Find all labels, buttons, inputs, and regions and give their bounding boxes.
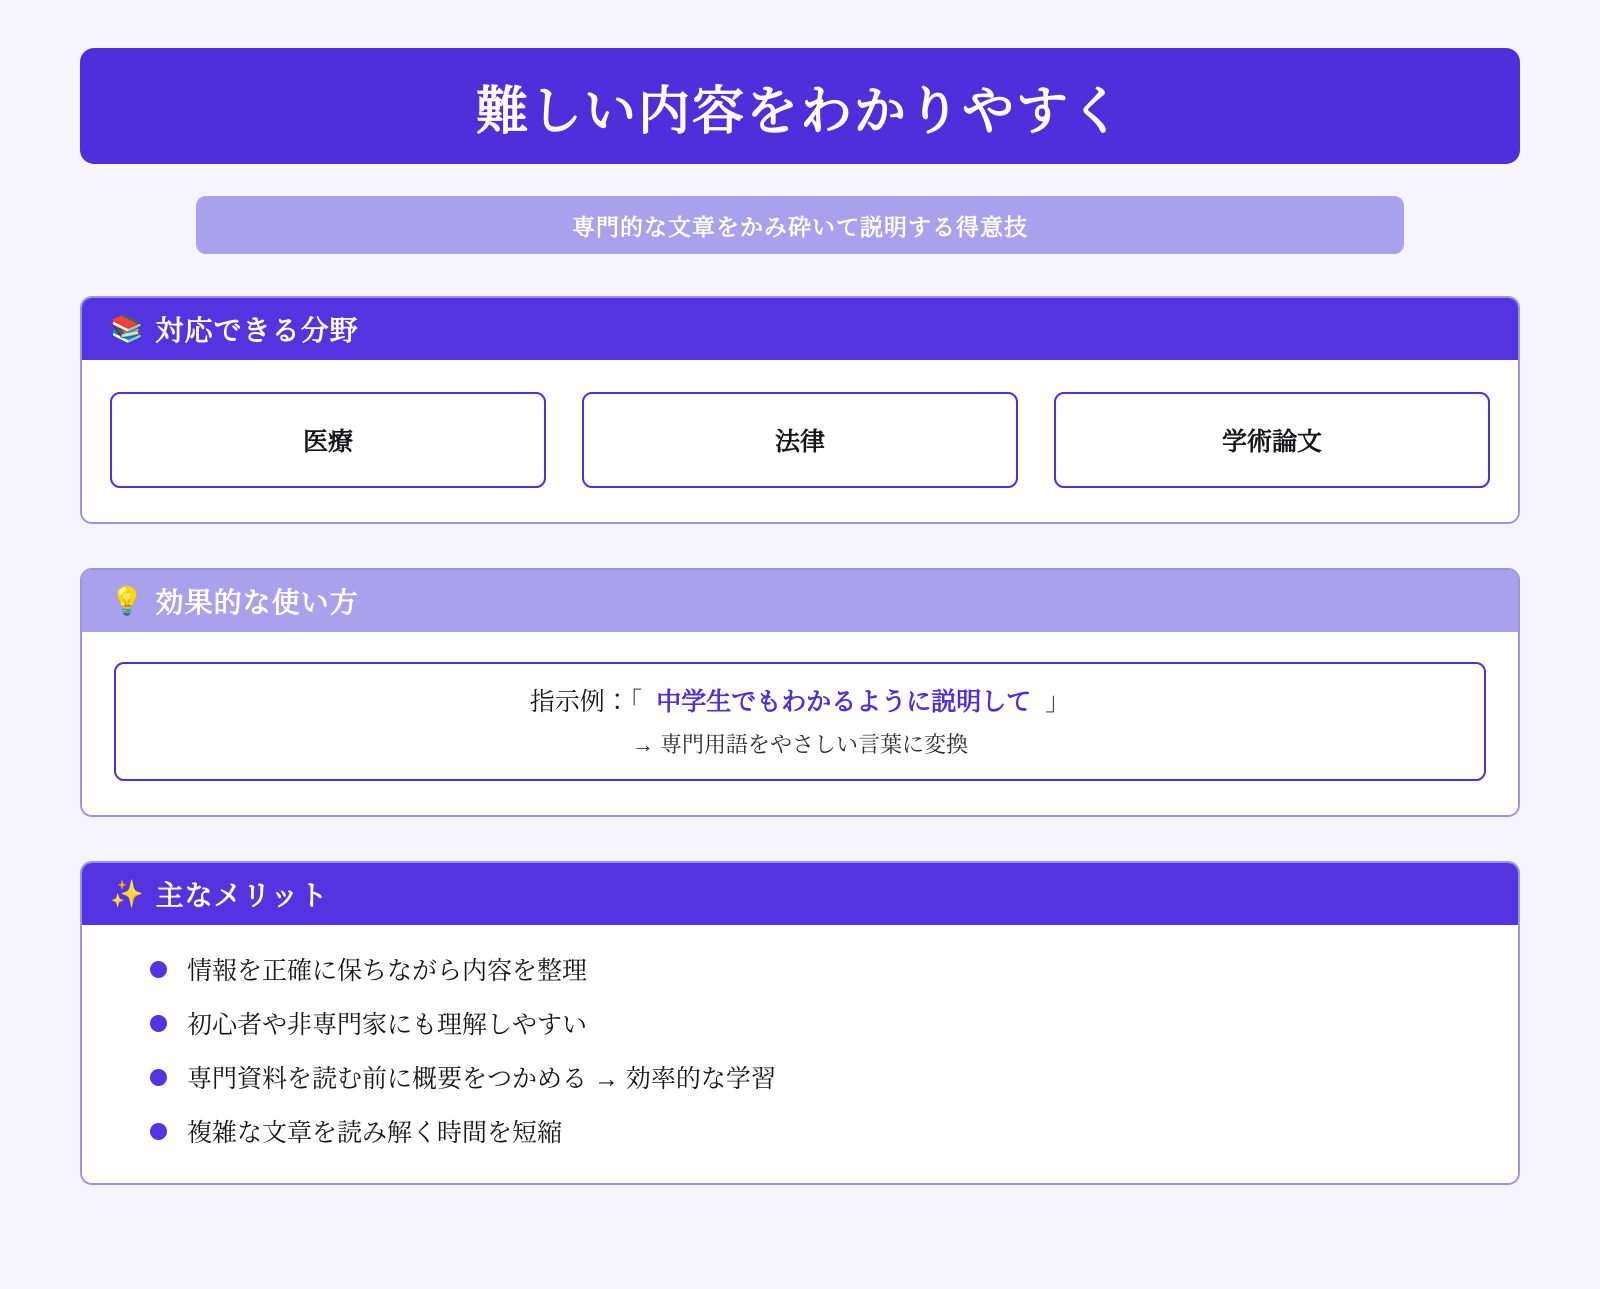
usage-example-prefix: 指示例：「 bbox=[529, 688, 643, 716]
list-item bbox=[122, 1005, 1490, 1041]
subtitle-row bbox=[80, 196, 1520, 254]
field-box-legal[interactable] bbox=[582, 392, 1018, 488]
usage-example-line bbox=[136, 682, 1464, 718]
usage-example-box bbox=[114, 662, 1486, 781]
books-icon: 📚 bbox=[110, 313, 144, 344]
section-merits-title: 主なメリット bbox=[155, 880, 329, 911]
list-item bbox=[122, 1113, 1490, 1149]
usage-example-suffix: 」 bbox=[1045, 688, 1071, 716]
section-fields-header bbox=[82, 298, 1518, 360]
field-label: 法律 bbox=[774, 428, 825, 456]
bullet-icon bbox=[150, 1015, 167, 1032]
page-subtitle: 専門的な文章をかみ砕いて説明する得意技 bbox=[572, 213, 1028, 240]
merit-label: 情報を正確に保ちながら内容を整理 bbox=[187, 957, 588, 985]
bullet-icon bbox=[150, 961, 167, 978]
field-box-medical[interactable] bbox=[110, 392, 546, 488]
bullet-icon bbox=[150, 1069, 167, 1086]
merit-label: 複雑な文章を読み解く時間を短縮 bbox=[187, 1119, 563, 1147]
page-title: 難しい内容をわかりやすく bbox=[475, 82, 1124, 141]
section-usage-title: 効果的な使い方 bbox=[155, 587, 359, 618]
lightbulb-icon: 💡 bbox=[110, 585, 144, 616]
field-label: 学術論文 bbox=[1221, 428, 1322, 456]
section-fields bbox=[80, 296, 1520, 524]
sparkles-icon: ✨ bbox=[110, 878, 144, 909]
list-item bbox=[122, 951, 1490, 987]
section-merits-header bbox=[82, 863, 1518, 925]
bullet-icon bbox=[150, 1123, 167, 1140]
section-usage bbox=[80, 568, 1520, 817]
section-usage-body bbox=[82, 632, 1518, 815]
merit-label: 初心者や非専門家にも理解しやすい bbox=[187, 1011, 588, 1039]
field-box-academic[interactable] bbox=[1054, 392, 1490, 488]
field-label: 医療 bbox=[302, 428, 353, 456]
section-fields-body bbox=[82, 360, 1518, 522]
usage-example-quote: 中学生でもわかるように説明して bbox=[656, 688, 1032, 716]
section-usage-header bbox=[82, 570, 1518, 632]
section-merits-body bbox=[82, 925, 1518, 1183]
usage-example-note: → 専門用語をやさしい言葉に変換 bbox=[631, 732, 969, 757]
list-item bbox=[122, 1059, 1490, 1095]
merit-label: 専門資料を読む前に概要をつかめる → 効率的な学習 bbox=[187, 1065, 776, 1093]
page-title-banner bbox=[80, 48, 1520, 164]
section-merits bbox=[80, 861, 1520, 1185]
section-fields-title: 対応できる分野 bbox=[155, 315, 359, 346]
subtitle-pill bbox=[196, 196, 1404, 254]
